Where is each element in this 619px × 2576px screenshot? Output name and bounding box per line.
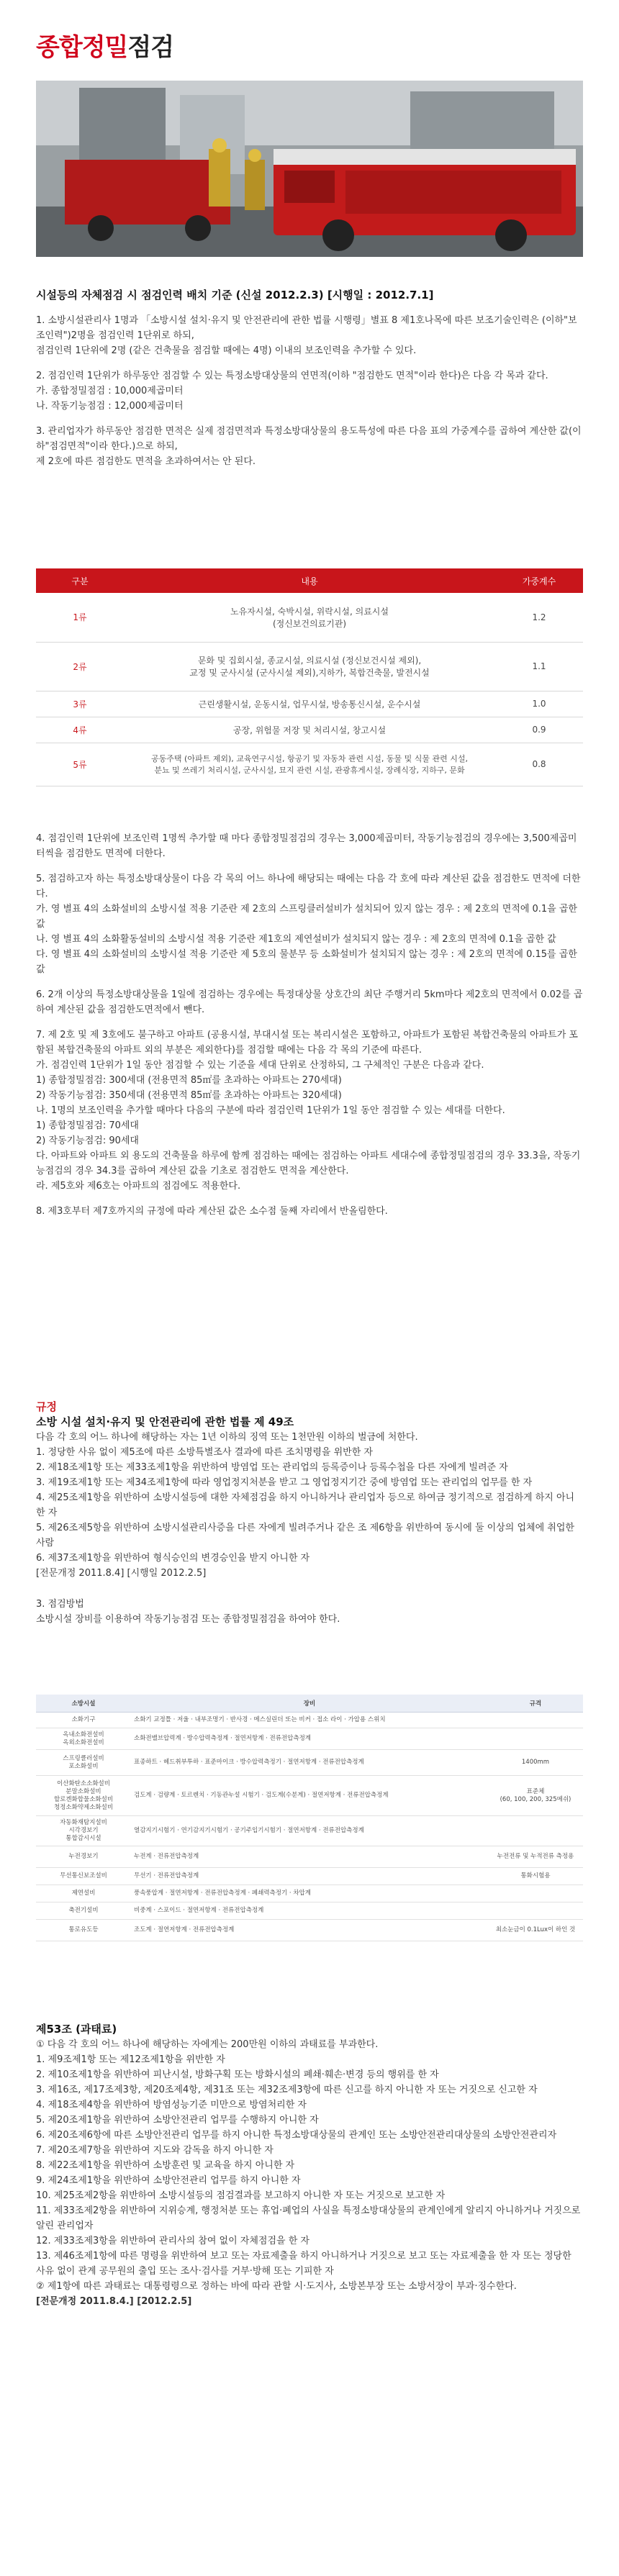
grade-cell: 4류 — [36, 717, 124, 743]
facility-cell: 자동화재탐지설비 시각경보기 통합감시시설 — [36, 1816, 131, 1846]
table-header: 가중계수 — [495, 568, 583, 593]
paragraph-3: 3. 관리업자가 하루동안 점검한 면적은 실제 점검면적과 특정소방대상물의 용도특성에 따른 다음 표의 가중계수를 곱하여 계산한 값(이하"점검면적"이라 한다.)으로 하되, 제 2호에 따른 점검한도 면적을 초과하여서는 안 된다. — [36, 426, 582, 467]
regulation-body: 다음 각 호의 어느 하나에 해당하는 자는 1년 이하의 징역 또는 1천만원 이하의 벌금에 처한다. 1. 정당한 사유 없이 제5조에 따른 소방특별조사 결과에 따른 조치명령을 위반한 자 2. 제18조제1항 또는 제33조제1항을 위반하여 방염업 또는 관리업의 등록증이나 등록수첩을 다른 자에게 빌려준 자 3. 제19조제1항 또는 제34조제1항에 따라 영업정지처분을 받고 그 영업정지기간 중에 방염업 또는 관리업의 업무를 한 자 4. 제25조제1항을 위반하여 소방시설등에 대한 자체점검을 하지 아니하거나 관리업자 등으로 하여금 정기적으로 점검하게 하지 아니한 자 5. 제26조제5항을 위반하여 소방시설관리사증을 다른 자에게 빌려주거나 같은 조 제6항을 위반하여 동시에 둘 이상의 업체에 취업한 사람 6. 제37조제1항을 위반하여 형식승인의 변경승인을 받지 아니한 자 [전문개정 2011.8.4] [시행일 2012.2.5] — [36, 1432, 575, 1579]
spec-cell: 통화시험용 — [488, 1868, 583, 1885]
spec-cell — [488, 1902, 583, 1920]
equipment-cell: 무선기 · 전류전압측정계 — [131, 1868, 488, 1885]
facility-cell: 제연설비 — [36, 1885, 131, 1902]
content-cell: 근린생활시설, 운동시설, 업무시설, 방송통신시설, 운수시설 — [124, 691, 495, 717]
table-row — [36, 1750, 583, 1776]
table-header-row — [36, 1695, 583, 1713]
regulation-label: 규정 — [36, 1400, 57, 1413]
method-heading: 3. 점검방법 — [36, 1599, 84, 1610]
facility-cell: 무선통신보조설비 — [36, 1868, 131, 1885]
facility-cell: 축전기설비 — [36, 1902, 131, 1920]
equipment-cell: 검도계 · 검량계 · 토르렌치 · 기동관누설 시험기 · 검도계(수분계) · 절연저항계 · 전류전압측정계 — [131, 1776, 488, 1816]
section-penalty — [36, 2022, 583, 2309]
coef-cell: 1.0 — [495, 691, 583, 717]
section-inspection-rules — [36, 831, 583, 1219]
coef-cell: 1.1 — [495, 642, 583, 691]
content-cell: 공장, 위험물 저장 및 처리시설, 창고시설 — [124, 717, 495, 743]
facility-cell: 소화기구 — [36, 1713, 131, 1728]
penalty-footer: [전문개정 2011.8.4.] [2012.2.5] — [36, 2296, 192, 2307]
page-header — [0, 0, 619, 79]
table-row — [36, 691, 583, 717]
spec-cell — [488, 1728, 583, 1750]
content-cell: 노유자시설, 숙박시설, 위락시설, 의료시설 (정신보건의료기관) — [124, 593, 495, 642]
table-header-row — [36, 568, 583, 593]
grade-cell: 5류 — [36, 743, 124, 786]
section-inspection-staff — [36, 288, 583, 469]
table-row — [36, 743, 583, 786]
equipment-cell: 열감지기시험기 · 연기감지기시험기 · 공기주입기시험기 · 절연저항계 · 전류전압측정계 — [131, 1816, 488, 1846]
table-header: 구분 — [36, 568, 124, 593]
fire-truck-illustration — [36, 81, 583, 257]
table-row — [36, 1776, 583, 1816]
table-row — [36, 1920, 583, 1941]
equipment-cell: 소화기 교정틀 · 저울 · 내부조명기 · 반사경 · 메스실린더 또는 비커 · 접소 라이 · 가압용 스위치 — [131, 1713, 488, 1728]
table-row — [36, 1846, 583, 1868]
coef-cell: 0.8 — [495, 743, 583, 786]
table-row — [36, 593, 583, 642]
spec-cell — [488, 1713, 583, 1728]
equipment-cell: 누전계 · 전류전압측정계 — [131, 1846, 488, 1868]
facility-cell: 누전경보기 — [36, 1846, 131, 1868]
page-title-highlight: 종합정밀 — [36, 33, 128, 62]
table-row — [36, 1728, 583, 1750]
grade-cell: 3류 — [36, 691, 124, 717]
equipment-cell: 풍속풍압계 · 절연저항계 · 전류전압측정계 · 폐쇄력측정기 · 차압계 — [131, 1885, 488, 1902]
section-heading: 시설등의 자체점검 시 점검인력 배치 기준 (신설 2012.2.3) [시행일 : 2012.7.1] — [36, 289, 434, 301]
coef-cell: 1.2 — [495, 593, 583, 642]
table-header: 규격 — [488, 1695, 583, 1713]
equipment-cell: 조도계 · 절연저항계 · 전류전압측정계 — [131, 1920, 488, 1941]
table-row — [36, 1816, 583, 1846]
paragraph-1: 1. 소방시설관리사 1명과 「소방시설 설치·유지 및 안전관리에 관한 법률 시행령」별표 8 제1호나목에 따른 보조기술인력은 (이하"보조인력")2명을 점검인력 1단위로 하되, 점검인력 1단위에 2명 (같은 건축물을 점검할 때에는 4명) 이내의 보조인력을 추가할 수 있다. — [36, 315, 577, 356]
equipment-cell: 비중계 · 스포이드 · 절연저항계 · 전류전압측정계 — [131, 1902, 488, 1920]
spec-cell: 1400mm — [488, 1750, 583, 1776]
facility-cell: 옥내소화전설비 옥외소화전설비 — [36, 1728, 131, 1750]
paragraph-6: 6. 2개 이상의 특정소방대상물을 1일에 점검하는 경우에는 특정대상물 상호간의 최단 주행거리 5km마다 제2호의 면적에서 0.02를 곱하여 계산된 값을 점검한도면적에서 뺀다. — [36, 989, 583, 1015]
equipment-cell: 표종하트 · 헤드취부투하 · 표준마이크 · 방수압력측정기 · 절연저항계 · 전류전압측정계 — [131, 1750, 488, 1776]
spec-cell: 표준체 (60, 100, 200, 325메쉬) — [488, 1776, 583, 1816]
spec-cell — [488, 1885, 583, 1902]
table-row — [36, 1868, 583, 1885]
section-regulation — [36, 1400, 583, 1627]
regulation-heading: 소방 시설 설치·유지 및 안전관리에 관한 법률 제 49조 — [36, 1415, 294, 1428]
table-header: 소방시설 — [36, 1695, 131, 1713]
paragraph-2: 2. 점검인력 1단위가 하루동안 점검할 수 있는 특정소방대상물의 연면적(이하 "점검한도 면적"이라 한다)은 다음 각 목과 같다. 가. 종합정밀점검 : 10,000제곱미터 나. 작동기능점검 : 12,000제곱미터 — [36, 371, 548, 412]
spec-cell: 누전전류 및 누적전류 측정용 — [488, 1846, 583, 1868]
paragraph-8: 8. 제3호부터 제7호까지의 규정에 따라 계산된 값은 소수점 둘째 자리에서 반올림한다. — [36, 1206, 388, 1217]
equipment-table — [36, 1695, 583, 1941]
table-row — [36, 642, 583, 691]
equipment-cell: 소화전밸브압력계 · 방수압력측정계 · 절연저항계 · 전류전압측정계 — [131, 1728, 488, 1750]
penalty-body: ① 다음 각 호의 어느 하나에 해당하는 자에게는 200만원 이하의 과태료를 부과한다. 1. 제9조제1항 또는 제12조제1항을 위반한 자 2. 제10조제1항을 위반하여 피난시설, 방화구획 또는 방화시설의 폐쇄·훼손·변경 등의 행위를 한 자 3. 제16조, 제17조제3항, 제20조제4항, 제31조 또는 제32조제3항에 따른 신고를 하지 아니한 자 또는 거짓으로 신고한 자 4. 제18조제4항을 위반하여 방염성능기준 미만으로 방염처리한 자 5. 제20조제1항을 위반하여 소방안전관리 업무를 수행하지 아니한 자 6. 제20조제6항에 따른 소방안전관리 업무를 하지 아니한 특정소방대상물의 관계인 또는 소방안전관리대상물의 소방안전관리자 7. 제20조제7항을 위반하여 지도와 감독을 하지 아니한 자 8. 제22조제1항을 위반하여 소방훈련 및 교육을 하지 아니한 자 9. 제24조제1항을 위반하여 소방안전관리 업무를 하지 아니한 자 10. 제25조제2항을 위반하여 소방시설등의 점검결과를 보고하지 아니한 자 또는 거짓으로 보고한 자 11. 제33조제2항을 위반하여 지위승계, 행정처분 또는 휴업·폐업의 사실을 특정소방대상물의 관계인에게 알리지 아니하거나 거짓으로 알린 관리업자 12. 제33조제3항을 위반하여 관리사의 참여 없이 자체점검을 한 자 13. 제46조제1항에 따른 명령을 위반하여 보고 또는 자료제출을 하지 아니하거나 거짓으로 보고 또는 자료제출을 한 자 또는 정당한 사유 없이 관계 공무원의 출입 또는 조사·검사를 거부·방해 또는 기피한 자 ② 제1항에 따른 과태료는 대통령령으로 정하는 바에 따라 관할 시·도지사, 소방본부장 또는 소방서장이 부과·징수한다. — [36, 2039, 581, 2292]
page-title-suffix: 점검 — [127, 33, 174, 62]
table-header: 장비 — [131, 1695, 488, 1713]
grade-cell: 1류 — [36, 593, 124, 642]
facility-cell: 스프링클러설비 포소화설비 — [36, 1750, 131, 1776]
content-cell: 공동주택 (아파트 제외), 교육연구시설, 항공기 및 자동차 관련 시설, 동물 및 식물 관련 시설, 분뇨 및 쓰레기 처리시설, 군사시설, 묘지 관련 시설, 관광휴게시설, 장례식장, 지하구, 문화 — [124, 743, 495, 786]
paragraph-5: 5. 점검하고자 하는 특정소방대상물이 다음 각 목의 어느 하나에 해당되는 때에는 다음 각 호에 따라 계산된 값을 점검한도 면적에 더한다. 가. 영 별표 4의 소화설비의 소방시설 적용 기준란 제 2호의 스프링클러설비가 설치되어 있지 않는 경우 : 제 2호의 면적에 0.1을 곱한 값 나. 영 별표 4의 소화활동설비의 소방시설 적용 기준란 제1호의 제연설비가 설치되지 않는 경우 : 제 2호의 면적에 0.1을 곱한 값 다. 영 별표 4의 소화설비의 소방시설 적용 기준란 제 5호의 물분무 등 소화설비가 설치되지 않는 경우 : 제 2호의 면적에 0.15를 곱한 값 — [36, 874, 581, 975]
spec-cell — [488, 1816, 583, 1846]
grade-cell: 2류 — [36, 642, 124, 691]
method-body: 소방시설 장비를 이용하여 작동기능점검 또는 종합정밀점검을 하여야 한다. — [36, 1614, 340, 1625]
paragraph-4: 4. 점검인력 1단위에 보조인력 1명씩 추가할 때 마다 종합정밀점검의 경우는 3,000제곱미터, 작동기능점검의 경우에는 3,500제곱미터씩을 점검한도 면적에 더한다. — [36, 833, 577, 859]
penalty-heading: 제53조 (과태료) — [36, 2023, 117, 2036]
content-cell: 문화 및 집회시설, 종교시설, 의료시설 (정신보건시설 제외), 교정 및 군사시설 (군사시설 제외),지하가, 복합건축물, 발전시설 — [124, 642, 495, 691]
facility-cell: 통로유도등 — [36, 1920, 131, 1941]
table-row — [36, 717, 583, 743]
table-header: 내용 — [124, 568, 495, 593]
table-row — [36, 1713, 583, 1728]
spec-cell: 최소눈금이 0.1Lux이 하인 것 — [488, 1920, 583, 1941]
page-title — [36, 27, 173, 63]
weight-coefficient-table — [36, 568, 583, 786]
coef-cell: 0.9 — [495, 717, 583, 743]
paragraph-7: 7. 제 2호 및 제 3호에도 불구하고 아파트 (공용시설, 부대시설 또는 복리시설은 포함하고, 아파트가 포함된 복합건축물의 아파트가 포함된 복합건축물의 아파트 외의 부분은 제외한다)를 점검할 때에는 다음 각 목의 기준에 따른다. 가. 점검인력 1단위가 1일 동안 점검할 수 있는 기준을 세대 단위로 산정하되, 그 구체적인 구분은 다음과 같다. 1) 종합정밀점검: 300세대 (전용면적 85㎡를 초과하는 아파트는 270세대) 2) 작동기능점검: 350세대 (전용면적 85㎡를 초과하는 아파트는 320세대) 나. 1명의 보조인력을 추가할 때마다 다음의 구분에 따라 점검인력 1단위가 1일 동안 점검할 수 있는 세대를 더한다. 1) 종합정밀점검: 70세대 2) 작동기능점검: 90세대 다. 아파트와 아파트 외 용도의 건축물을 하루에 함께 점검하는 때에는 점검하는 아파트 세대수에 종합정밀점검의 경우 33.3을, 작동기능점검의 경우 34.3를 곱하여 계산된 값을 기초로 점검한도 면적을 계산한다. 라. 제5호와 제6호는 아파트의 점검에도 적용한다. — [36, 1030, 581, 1192]
table-row — [36, 1885, 583, 1902]
fire-truck-photo — [36, 81, 583, 257]
facility-cell: 이산화탄소소화설비 분말소화설비 할로겐화합물소화설비 청정소화약제소화설비 — [36, 1776, 131, 1816]
table-row — [36, 1902, 583, 1920]
